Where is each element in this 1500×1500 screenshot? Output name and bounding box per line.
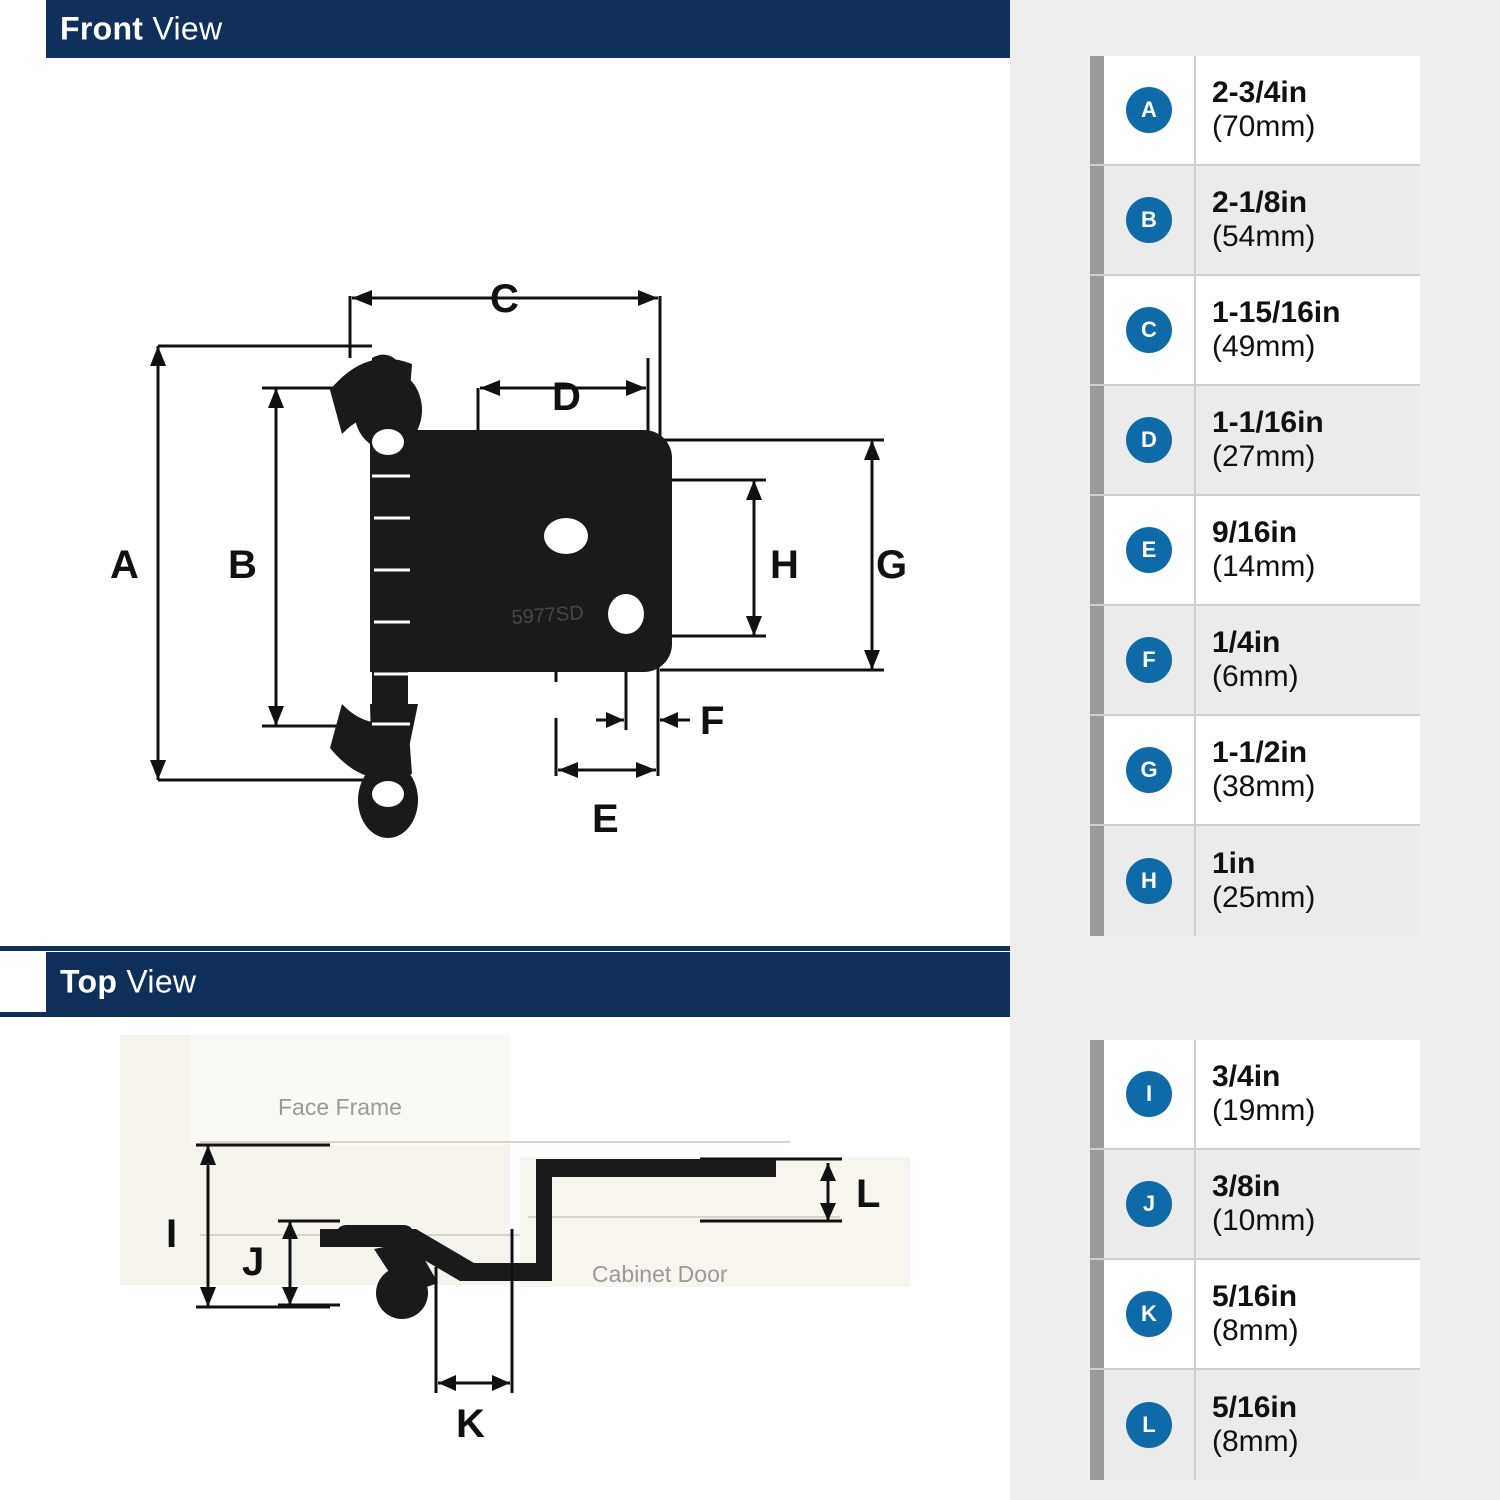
top-label-K: K (456, 1402, 485, 1446)
front-label-D: D (552, 375, 581, 419)
row-badge-cell (1104, 496, 1194, 604)
dimension-mm: (70mm) (1212, 110, 1316, 143)
dimension-row (1090, 386, 1420, 496)
row-badge-cell (1104, 1260, 1194, 1368)
dimension-inches: 3/8in (1212, 1170, 1281, 1204)
face-frame-label: Face Frame (278, 1094, 402, 1120)
row-badge-cell (1104, 1150, 1194, 1258)
row-badge-cell (1104, 606, 1194, 714)
top-label-J: J (242, 1240, 265, 1284)
dimension-inches: 9/16in (1212, 516, 1298, 550)
top-table-panel (1010, 946, 1500, 1500)
dimension-mm: (14mm) (1212, 550, 1316, 583)
dimension-badge-C: C (1126, 307, 1172, 353)
dimension-badge-H: H (1126, 858, 1172, 904)
row-value-cell (1194, 166, 1420, 274)
dimension-mm: (49mm) (1212, 330, 1316, 363)
dimension-mm: (6mm) (1212, 660, 1299, 693)
dimension-mm: (10mm) (1212, 1204, 1316, 1237)
dimension-badge-D: D (1126, 417, 1172, 463)
front-label-F: F (700, 699, 725, 743)
row-value-cell (1194, 496, 1420, 604)
dimension-inches: 1-15/16in (1212, 296, 1341, 330)
row-badge-cell (1104, 166, 1194, 274)
front-label-H: H (770, 543, 799, 587)
dimension-badge-F: F (1126, 637, 1172, 683)
front-section-divider (0, 946, 1010, 951)
dimension-inches: 1in (1212, 847, 1256, 881)
dimension-row (1090, 716, 1420, 826)
row-accent-bar (1090, 1040, 1104, 1148)
row-value-cell (1194, 1370, 1420, 1480)
row-value-cell (1194, 56, 1420, 164)
row-badge-cell (1104, 716, 1194, 824)
row-accent-bar (1090, 606, 1104, 714)
top-dimension-table (1090, 1040, 1420, 1480)
row-accent-bar (1090, 496, 1104, 604)
front-view-title (60, 11, 222, 48)
row-accent-bar (1090, 826, 1104, 936)
row-accent-bar (1090, 1150, 1104, 1258)
dimension-row (1090, 1150, 1420, 1260)
front-table-panel (1010, 0, 1500, 946)
dimension-mm: (8mm) (1212, 1425, 1299, 1458)
dimension-row (1090, 1260, 1420, 1370)
header-accent-bar-2 (0, 952, 46, 1012)
dimension-mm: (25mm) (1212, 881, 1316, 914)
dimension-row (1090, 1040, 1420, 1150)
front-view-header (0, 0, 1010, 58)
dimension-row (1090, 56, 1420, 166)
dimension-row (1090, 496, 1420, 606)
part-stamp: 5977SD (510, 601, 585, 629)
front-view-title-rest: View (143, 10, 223, 47)
dimension-inches: 5/16in (1212, 1391, 1298, 1425)
header-accent-bar (0, 0, 46, 58)
dimension-inches: 1-1/16in (1212, 406, 1324, 440)
front-label-A: A (110, 543, 139, 587)
row-badge-cell (1104, 1040, 1194, 1148)
front-label-G: G (876, 543, 908, 587)
row-accent-bar (1090, 56, 1104, 164)
dimension-inches: 1-1/2in (1212, 736, 1308, 770)
row-badge-cell (1104, 276, 1194, 384)
front-label-E: E (592, 797, 619, 841)
row-accent-bar (1090, 1260, 1104, 1368)
dimension-row (1090, 276, 1420, 386)
dimension-mm: (54mm) (1212, 220, 1316, 253)
row-accent-bar (1090, 716, 1104, 824)
row-value-cell (1194, 1150, 1420, 1258)
top-label-L: L (856, 1172, 881, 1216)
front-label-B: B (228, 543, 257, 587)
row-badge-cell (1104, 386, 1194, 494)
dimension-mm: (27mm) (1212, 440, 1316, 473)
front-view-title-bold: Front (60, 10, 144, 47)
dimension-inches: 2-3/4in (1212, 76, 1308, 110)
top-view-drawing (0, 1017, 1010, 1500)
row-value-cell (1194, 276, 1420, 384)
cabinet-door-label: Cabinet Door (592, 1261, 728, 1287)
dimension-badge-J: J (1126, 1181, 1172, 1227)
dimension-badge-E: E (1126, 527, 1172, 573)
row-accent-bar (1090, 166, 1104, 274)
top-view-title-rest: View (117, 963, 197, 1000)
dimension-inches: 2-1/8in (1212, 186, 1308, 220)
dimension-row (1090, 826, 1420, 936)
top-view-title-bold: Top (60, 963, 118, 1000)
front-label-C: C (490, 277, 519, 321)
row-accent-bar (1090, 1370, 1104, 1480)
dimension-badge-I: I (1126, 1071, 1172, 1117)
row-value-cell (1194, 606, 1420, 714)
dimension-row (1090, 166, 1420, 276)
top-label-I: I (166, 1212, 178, 1256)
row-badge-cell (1104, 826, 1194, 936)
dimension-badge-G: G (1126, 747, 1172, 793)
top-view-title (60, 964, 196, 1001)
row-value-cell (1194, 1260, 1420, 1368)
top-view-header (0, 952, 1010, 1012)
row-value-cell (1194, 1040, 1420, 1148)
dimension-mm: (19mm) (1212, 1094, 1316, 1127)
row-value-cell (1194, 386, 1420, 494)
dimension-mm: (38mm) (1212, 770, 1316, 803)
dimension-badge-K: K (1126, 1291, 1172, 1337)
front-view-drawing (0, 58, 1010, 946)
row-value-cell (1194, 716, 1420, 824)
dimension-inches: 5/16in (1212, 1280, 1298, 1314)
row-badge-cell (1104, 56, 1194, 164)
front-dimension-table (1090, 56, 1420, 936)
row-accent-bar (1090, 386, 1104, 494)
row-badge-cell (1104, 1370, 1194, 1480)
dimension-mm: (8mm) (1212, 1314, 1299, 1347)
row-value-cell (1194, 826, 1420, 936)
dimension-badge-B: B (1126, 197, 1172, 243)
dimension-row (1090, 606, 1420, 716)
dimension-row (1090, 1370, 1420, 1480)
dimension-badge-A: A (1126, 87, 1172, 133)
row-accent-bar (1090, 276, 1104, 384)
dimension-badge-L: L (1126, 1402, 1172, 1448)
dimension-inches: 1/4in (1212, 626, 1281, 660)
dimension-inches: 3/4in (1212, 1060, 1281, 1094)
